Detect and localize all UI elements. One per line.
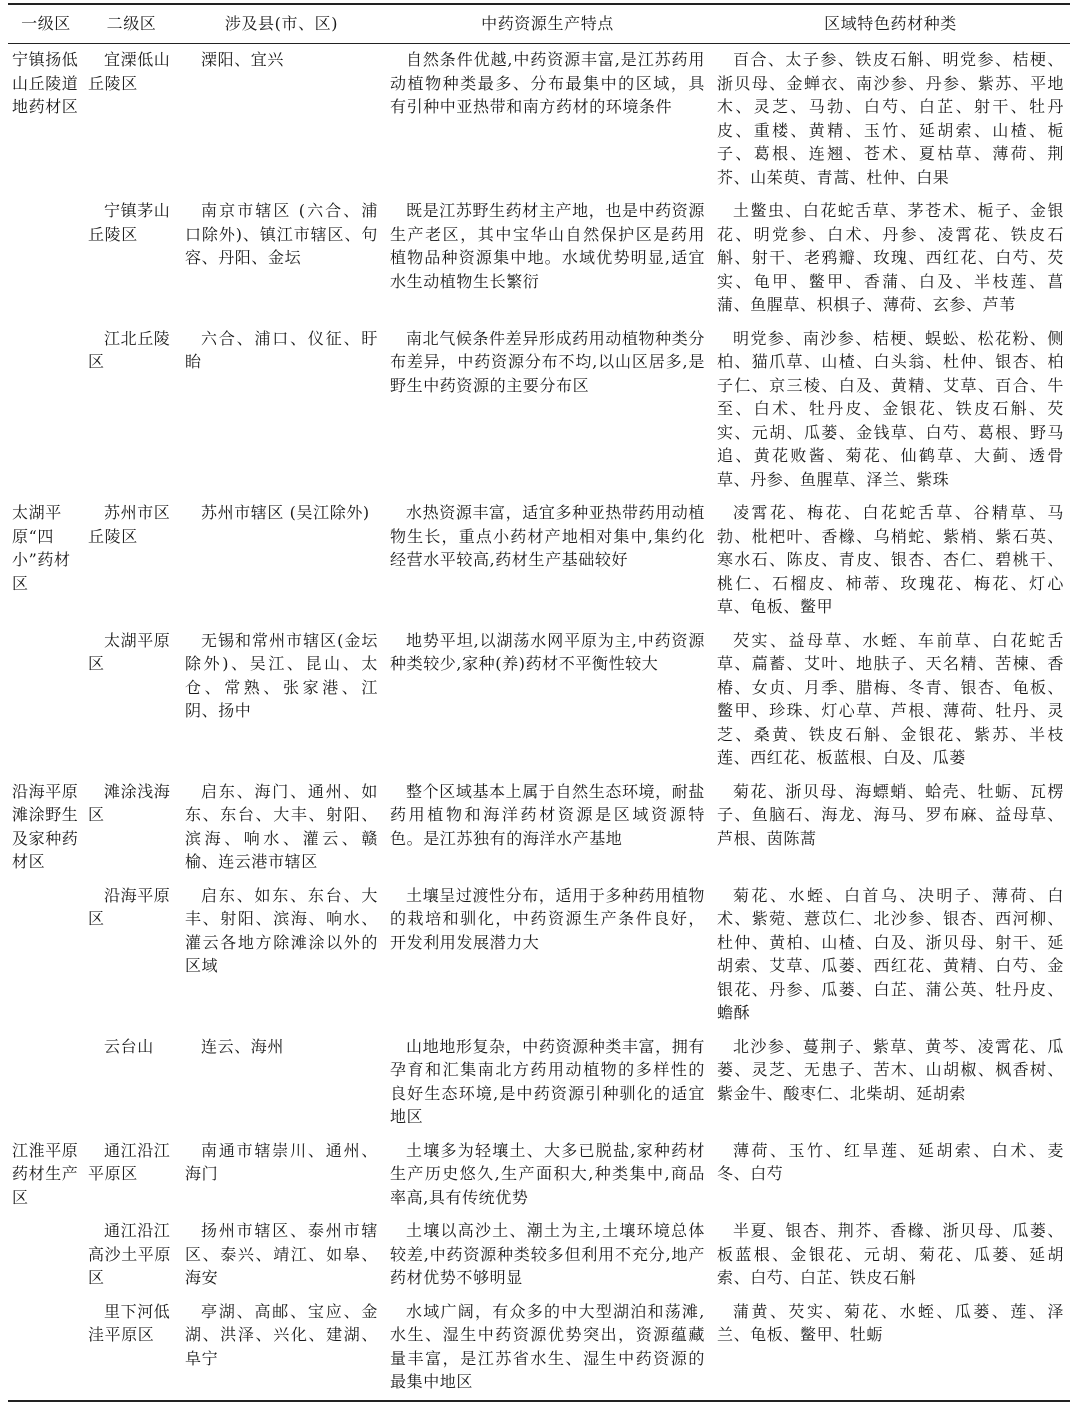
features-cell: 整个区域基本上属于自然生态环境，耐盐药用植物和海洋药材资源是区域资源特色。是江苏独有的海洋水产基地 bbox=[390, 781, 705, 848]
counties-cell: 南通市辖崇川、通州、海门 bbox=[185, 1140, 378, 1183]
header-medicines: 区域特色药材种类 bbox=[824, 14, 957, 34]
counties-cell: 苏州市辖区 (吴江除外) bbox=[201, 503, 370, 522]
table-row bbox=[8, 195, 1070, 323]
level1-cell: 宁镇扬低山丘陵道地药材区 bbox=[12, 50, 79, 116]
medicines-cell: 土鳖虫、白花蛇舌草、茅苍术、栀子、金银花、明党参、白术、丹参、凌霄花、铁皮石斛、射干、老鸦瓣、玫瑰、西红花、白芍、芡实、龟甲、鳖甲、香蒲、白及、半枝莲、菖蒲、鱼腥草、枳椇子、薄荷、玄参、芦苇 bbox=[717, 201, 1064, 314]
counties-cell: 扬州市辖区、泰州市辖区、泰兴、靖江、如皋、海安 bbox=[185, 1221, 378, 1287]
features-cell: 南北气候条件差异形成药用动植物种类分布差异，中药资源分布不均,以山区居多,是野生中药资源的主要分布区 bbox=[390, 328, 705, 395]
header-counties: 涉及县(市、区) bbox=[224, 14, 339, 34]
level2-cell: 太湖平原区 bbox=[88, 630, 171, 673]
counties-cell: 启东、如东、东台、大丰、射阳、滨海、响水、灌云各地方除滩涂以外的区域 bbox=[185, 885, 378, 975]
medicines-cell: 蒲黄、芡实、菊花、水蛭、瓜蒌、莲、泽兰、龟板、鳖甲、牡蛎 bbox=[717, 1301, 1064, 1344]
table-row bbox=[8, 880, 1070, 1031]
table-row bbox=[8, 1296, 1070, 1401]
medicines-cell: 明党参、南沙参、桔梗、蜈蚣、松花粉、侧柏、猫爪草、山楂、白头翁、杜仲、银杏、柏子仁、京三棱、白及、黄精、艾草、百合、牛至、白术、牡丹皮、金银花、铁皮石斛、芡实、元胡、瓜蒌、金钱草、白芍、葛根、野马追、黄花败酱、菊花、仙鹤草、大蓟、透骨草、丹参、鱼腥草、泽兰、紫珠 bbox=[717, 328, 1064, 489]
level2-cell: 江北丘陵区 bbox=[88, 328, 171, 371]
table-row bbox=[8, 1031, 1070, 1135]
table-row bbox=[8, 1135, 1070, 1216]
header-features: 中药资源生产特点 bbox=[481, 14, 614, 34]
medicines-cell: 菊花、浙贝母、海螵蛸、蛤壳、牡蛎、瓦楞子、鱼脑石、海龙、海马、罗布麻、益母草、芦根、茵陈蒿 bbox=[717, 781, 1064, 848]
table-row bbox=[8, 497, 1070, 625]
features-cell: 土壤多为轻壤土、大多已脱盐,家种药材生产历史悠久,生产面积大,种类集中,商品率高,具有传统优势 bbox=[390, 1140, 705, 1207]
level2-cell: 云台山 bbox=[104, 1036, 154, 1056]
medicines-cell: 菊花、水蛭、白首乌、决明子、薄荷、白术、紫菀、薏苡仁、北沙参、银杏、西河柳、杜仲、黄柏、山楂、白及、浙贝母、射干、延胡索、艾草、瓜蒌、西红花、黄精、白芍、金银花、丹参、瓜蒌、白芷、蒲公英、牡丹皮、蟾酥 bbox=[717, 885, 1064, 1022]
medicines-cell: 薄荷、玉竹、红旱莲、延胡索、白术、麦冬、白芍 bbox=[717, 1140, 1064, 1183]
table-row bbox=[8, 776, 1070, 880]
counties-cell: 连云、海州 bbox=[201, 1036, 285, 1056]
features-cell: 自然条件优越,中药资源丰富,是江苏药用动植物种类最多、分布最集中的区域，具有引种中亚热带和南方药材的环境条件 bbox=[390, 50, 705, 116]
counties-cell: 南京市辖区 (六合、浦口除外)、镇江市辖区、句容、丹阳、金坛 bbox=[185, 201, 378, 267]
medicines-cell: 北沙参、蔓荆子、紫草、黄芩、凌霄花、瓜蒌、灵芝、无患子、苦木、山胡椒、枫香树、紫金牛、酸枣仁、北柴胡、延胡索 bbox=[717, 1036, 1064, 1103]
level1-cell: 太湖平原“四小”药材区 bbox=[12, 503, 71, 593]
table-row bbox=[8, 44, 1070, 196]
features-cell: 土壤呈过渡性分布，适用于多种药用植物的栽培和驯化，中药资源生产条件良好，开发利用发展潜力大 bbox=[390, 885, 705, 952]
counties-cell: 无锡和常州市辖区(金坛除外)、吴江、昆山、太仓、常熟、张家港、江阴、扬中 bbox=[185, 630, 378, 720]
medicinal-regions-table bbox=[8, 3, 1070, 1402]
level2-cell: 通江沿江平原区 bbox=[88, 1140, 171, 1183]
level2-cell: 里下河低洼平原区 bbox=[88, 1301, 171, 1344]
level2-cell: 苏州市区丘陵区 bbox=[88, 503, 171, 546]
features-cell: 既是江苏野生药材主产地，也是中药资源生产老区，其中宝华山自然保护区是药用植物品种资源集中地。水域优势明显,适宜水生动植物生长繁衍 bbox=[390, 201, 705, 291]
medicines-cell: 凌霄花、梅花、白花蛇舌草、谷精草、马勃、枇杷叶、香橼、乌梢蛇、紫梢、紫石英、寒水石、陈皮、青皮、银杏、杏仁、碧桃干、桃仁、石榴皮、柿蒂、玫瑰花、梅花、灯心草、龟板、鳖甲 bbox=[717, 503, 1064, 616]
table-header bbox=[8, 4, 1070, 44]
features-cell: 山地地形复杂，中药资源种类丰富，拥有孕育和汇集南北方药用动植物的多样性的良好生态环境,是中药资源引种驯化的适宜地区 bbox=[390, 1036, 705, 1126]
features-cell: 地势平坦,以湖荡水网平原为主,中药资源种类较少,家种(养)药材不平衡性较大 bbox=[390, 630, 705, 673]
features-cell: 水域广阔，有众多的中大型湖泊和荡滩,水生、湿生中药资源优势突出，资源蕴藏量丰富，是江苏省水生、湿生中药资源的最集中地区 bbox=[390, 1301, 705, 1391]
counties-cell: 溧阳、宜兴 bbox=[201, 50, 285, 69]
medicines-cell: 半夏、银杏、荆芥、香橼、浙贝母、瓜蒌、板蓝根、金银花、元胡、菊花、瓜蒌、延胡索、白芍、白芷、铁皮石斛 bbox=[717, 1221, 1064, 1287]
header-level1: 一级区 bbox=[21, 14, 71, 34]
table-row bbox=[8, 323, 1070, 498]
level2-cell: 宜溧低山丘陵区 bbox=[88, 50, 171, 93]
counties-cell: 启东、海门、通州、如东、东台、大丰、射阳、滨海、响水、灌云、赣榆、连云港市辖区 bbox=[185, 781, 378, 871]
features-cell: 土壤以高沙土、潮土为主,土壤环境总体较差,中药资源种类较多但利用不充分,地产药材优势不够明显 bbox=[390, 1221, 705, 1287]
level2-cell: 滩涂浅海区 bbox=[88, 781, 171, 824]
medicines-cell: 芡实、益母草、水蛭、车前草、白花蛇舌草、萹蓄、艾叶、地肤子、天名精、苦楝、香椿、女贞、月季、腊梅、冬青、银杏、龟板、鳖甲、珍珠、灯心草、芦根、薄荷、牡丹、灵芝、桑黄、铁皮石斛、金银花、紫苏、半枝莲、西红花、板蓝根、白及、瓜蒌 bbox=[717, 630, 1064, 767]
level1-cell: 江淮平原药材生产区 bbox=[12, 1140, 79, 1207]
table-body bbox=[8, 44, 1070, 1401]
level2-cell: 沿海平原区 bbox=[88, 885, 171, 928]
medicines-cell: 百合、太子参、铁皮石斛、明党参、桔梗、浙贝母、金蝉衣、南沙参、丹参、紫苏、平地木、灵芝、马勃、白芍、白芷、射干、牡丹皮、重楼、黄精、玉竹、延胡索、山楂、栀子、葛根、连翘、苍术、夏枯草、薄荷、荆芥、山茱萸、青蒿、杜仲、白果 bbox=[717, 50, 1064, 187]
level1-cell: 沿海平原滩涂野生及家种药材区 bbox=[12, 781, 79, 871]
level2-cell: 通江沿江高沙土平原区 bbox=[88, 1221, 172, 1287]
counties-cell: 六合、浦口、仪征、盱眙 bbox=[185, 328, 378, 371]
level2-cell: 宁镇茅山丘陵区 bbox=[88, 201, 171, 244]
table-row bbox=[8, 1215, 1070, 1296]
table-row bbox=[8, 625, 1070, 776]
counties-cell: 亭湖、高邮、宝应、金湖、洪泽、兴化、建湖、阜宁 bbox=[185, 1301, 378, 1368]
header-level2: 二级区 bbox=[106, 14, 157, 34]
header-row bbox=[8, 4, 1070, 44]
features-cell: 水热资源丰富，适宜多种亚热带药用动植物生长，重点小药材产地相对集中,集约化经营水平较高,药材生产基础较好 bbox=[390, 503, 705, 569]
